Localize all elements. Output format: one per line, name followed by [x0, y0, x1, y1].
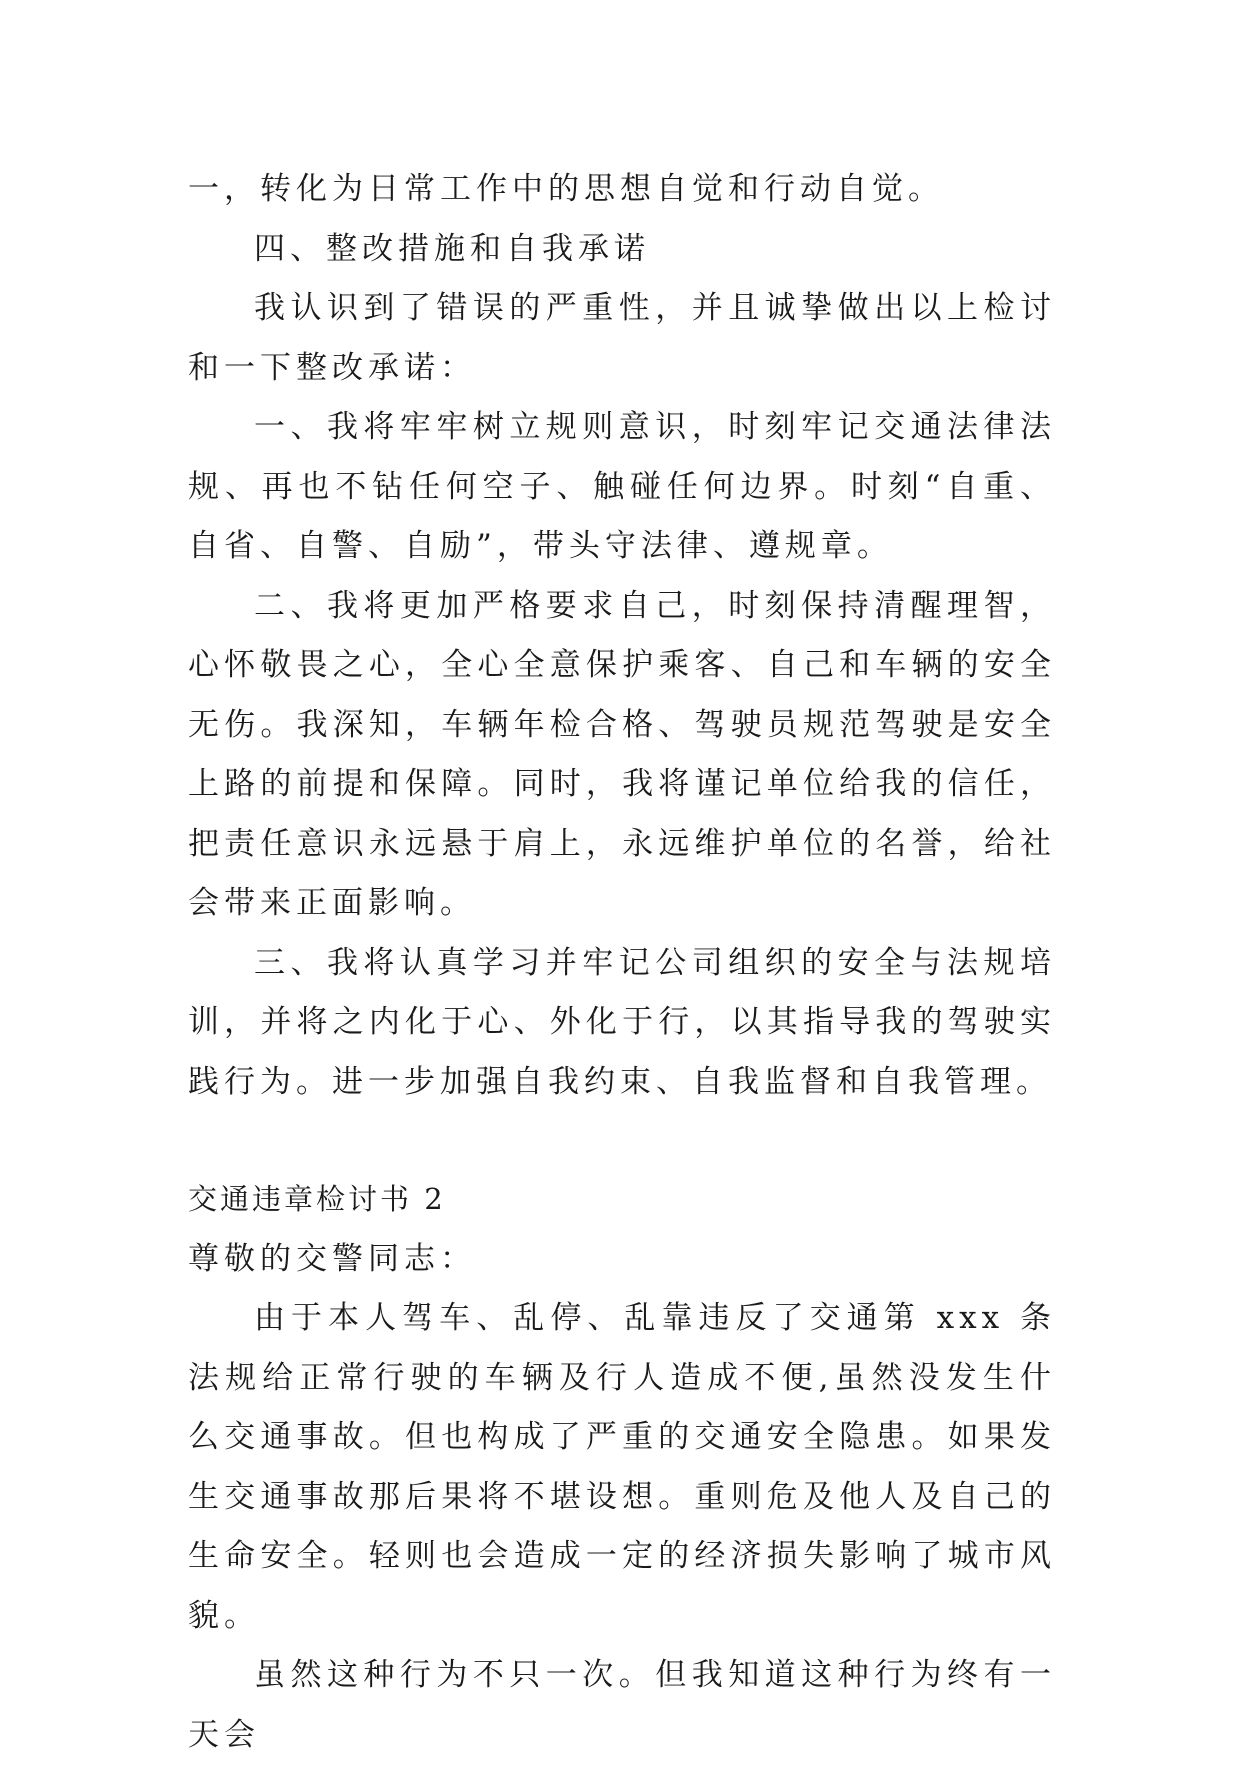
section-2-paragraph-2: 虽然这种行为不只一次。但我知道这种行为终有一天会	[188, 1657, 1056, 1753]
intro-paragraph: 我认识到了错误的严重性，并且诚挚做出以上检讨和一下整改承诺：	[188, 290, 1056, 386]
commitment-item-3: 三、我将认真学习并牢记公司组织的安全与法规培训，并将之内化于心、外化于行，以其指导我的驾驶实践行为。进一步加强自我约束、自我监督和自我管理。	[188, 944, 1056, 1100]
section-2-title: 交通违章检讨书 2	[188, 1182, 446, 1216]
section-2-paragraph-1: 由于本人驾车、乱停、乱靠违反了交通第 xxx 条法规给正常行驶的车辆及行人造成不便,虽然没发生什么交通事故。但也构成了严重的交通安全隐患。如果发生交通事故那后果将不堪设想。重则危及他人及自己的生命安全。轻则也会造成一定的经济损失影响了城市风貌。	[188, 1300, 1056, 1634]
document-body	[188, 160, 1056, 1765]
salutation: 尊敬的交警同志：	[188, 1240, 476, 1277]
commitment-item-1: 一、我将牢牢树立规则意识，时刻牢记交通法律法规、再也不钻任何空子、触碰任何边界。时刻“自重、自省、自警、自励”，带头守法律、遵规章。	[188, 409, 1056, 564]
section-heading-4: 四、整改措施和自我承诺	[254, 230, 650, 267]
section-gap	[188, 1112, 1056, 1170]
commitment-item-2: 二、我将更加严格要求自己，时刻保持清醒理智，心怀敬畏之心，全心全意保护乘客、自己和车辆的安全无伤。我深知，车辆年检合格、驾驶员规范驾驶是安全上路的前提和保障。同时，我将谨记单位给我的信任，把责任意识永远悬于肩上，永远维护单位的名誉，给社会带来正面影响。	[188, 587, 1056, 921]
continuation-paragraph: 一，转化为日常工作中的思想自觉和行动自觉。	[188, 171, 944, 207]
